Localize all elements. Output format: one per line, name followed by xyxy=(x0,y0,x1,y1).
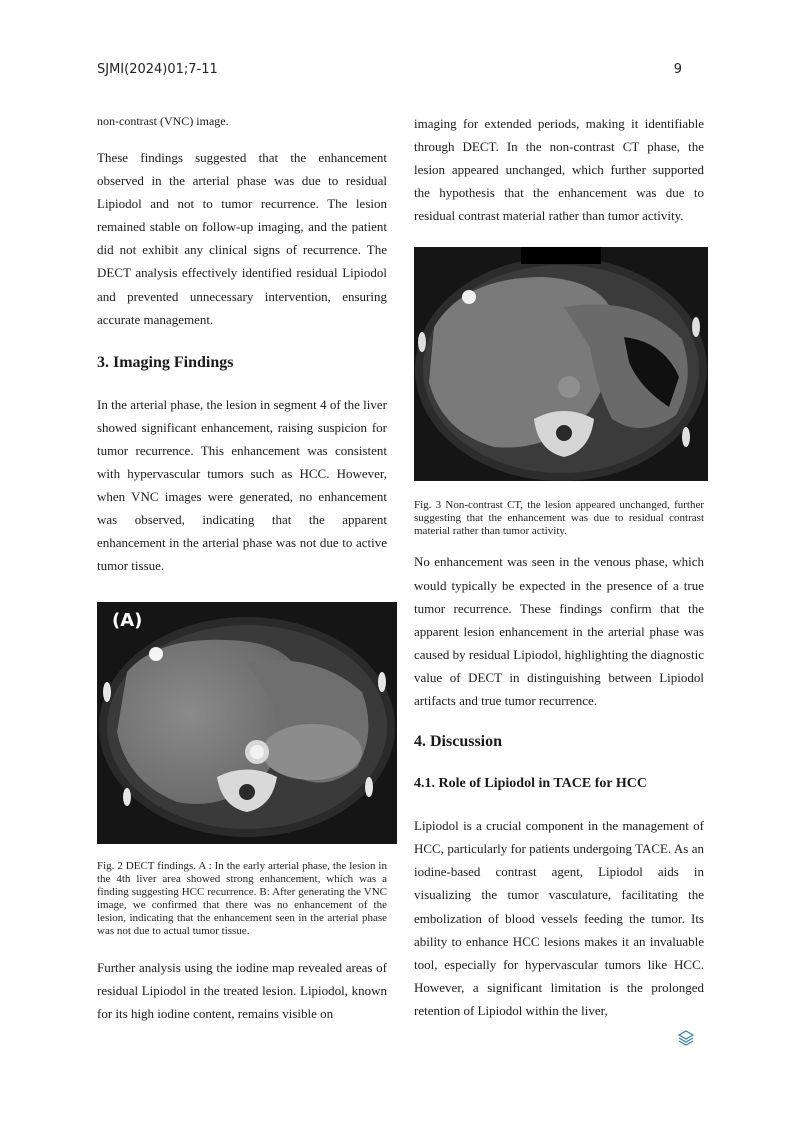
figure-panel-label: (A) xyxy=(112,609,143,631)
figure-3-caption: Fig. 3 Non-contrast CT, the lesion appeared unchanged, further suggesting that the enhancement was due to residual contrast material rather than tumor activity. xyxy=(414,499,704,538)
paragraph: imaging for extended periods, making it identifiable through DECT. In the non-contrast CT phase, the lesion appeared unchanged, which further supported the hypothesis that the enhancement was due to residual contrast material rather than tumor activity. xyxy=(414,116,704,224)
ct-scan-arterial-illustration xyxy=(97,602,397,844)
subsection-heading: 4.1. Role of Lipiodol in TACE for HCC xyxy=(414,776,647,792)
left-column xyxy=(97,112,387,1025)
figure-2-caption: Fig. 2 DECT findings. A : In the early arterial phase, the lesion in the 4th liver area showed strong enhancement, which was a finding suggesting HCC recurrence. B: After generating the VNC image, we confirmed that there was no enhancement of the lesion, indicating that the enhancement seen in the arterial phase was not due to actual tumor tissue. xyxy=(97,859,387,937)
ct-scan-noncontrast-illustration xyxy=(414,247,708,481)
paragraph: No enhancement was seen in the venous phase, which would typically be expected in the presence of a true tumor recurrence. These findings confirm that the apparent lesion enhancement in the arterial phase was caused by residual Lipiodol, highlighting the diagnostic value of DECT in distinguishing between Lipiodol artifacts and true tumor recurrence. xyxy=(414,554,704,709)
figure-3-ct-image xyxy=(414,247,708,481)
layered-diamond-logo-icon xyxy=(676,1028,696,1048)
paragraph: In the arterial phase, the lesion in segment 4 of the liver showed significant enhancement, raising suspicion for tumor recurrence. This enhancement was consistent with hypervascular tumors such as HCC. However, when VNC images were generated, no enhancement was observed, indicating that the apparent enhancement in the arterial phase was not due to active tumor tissue. xyxy=(97,396,387,574)
paragraph: These findings suggested that the enhancement observed in the arterial phase was due to residual Lipiodol and not to tumor recurrence. The lesion remained stable on follow-up imaging, and the patient did not exhibit any clinical signs of recurrence. The DECT analysis effectively identified residual Lipiodol and prevented unnecessary intervention, ensuring accurate management. xyxy=(97,150,387,327)
figure-2-ct-image xyxy=(97,602,397,844)
journal-citation: SJMI(2024)01;7-11 xyxy=(97,62,218,77)
paragraph: Further analysis using the iodine map revealed areas of residual Lipiodol in the treated lesion. Lipiodol, known for its high iodine content, remains visible on xyxy=(97,959,387,1021)
paragraph: Lipiodol is a crucial component in the management of HCC, particularly for patients undergoing TACE. As an iodine-based contrast agent, Lipiodol aids in visualizing the tumor vasculature, facilitating the embolization of blood vessels feeding the tumor. Its ability to enhance HCC lesions makes it an invaluable tool, especially for hypervascular tumors like HCC. However, a significant limitation is the prolonged retention of Lipiodol within the liver, xyxy=(414,818,704,1018)
section-heading: 4. Discussion xyxy=(414,733,503,751)
continued-fragment: non-contrast (VNC) image. xyxy=(97,114,229,128)
section-heading: 3. Imaging Findings xyxy=(97,353,234,371)
page-number: 9 xyxy=(673,62,682,77)
right-column xyxy=(414,112,704,1022)
